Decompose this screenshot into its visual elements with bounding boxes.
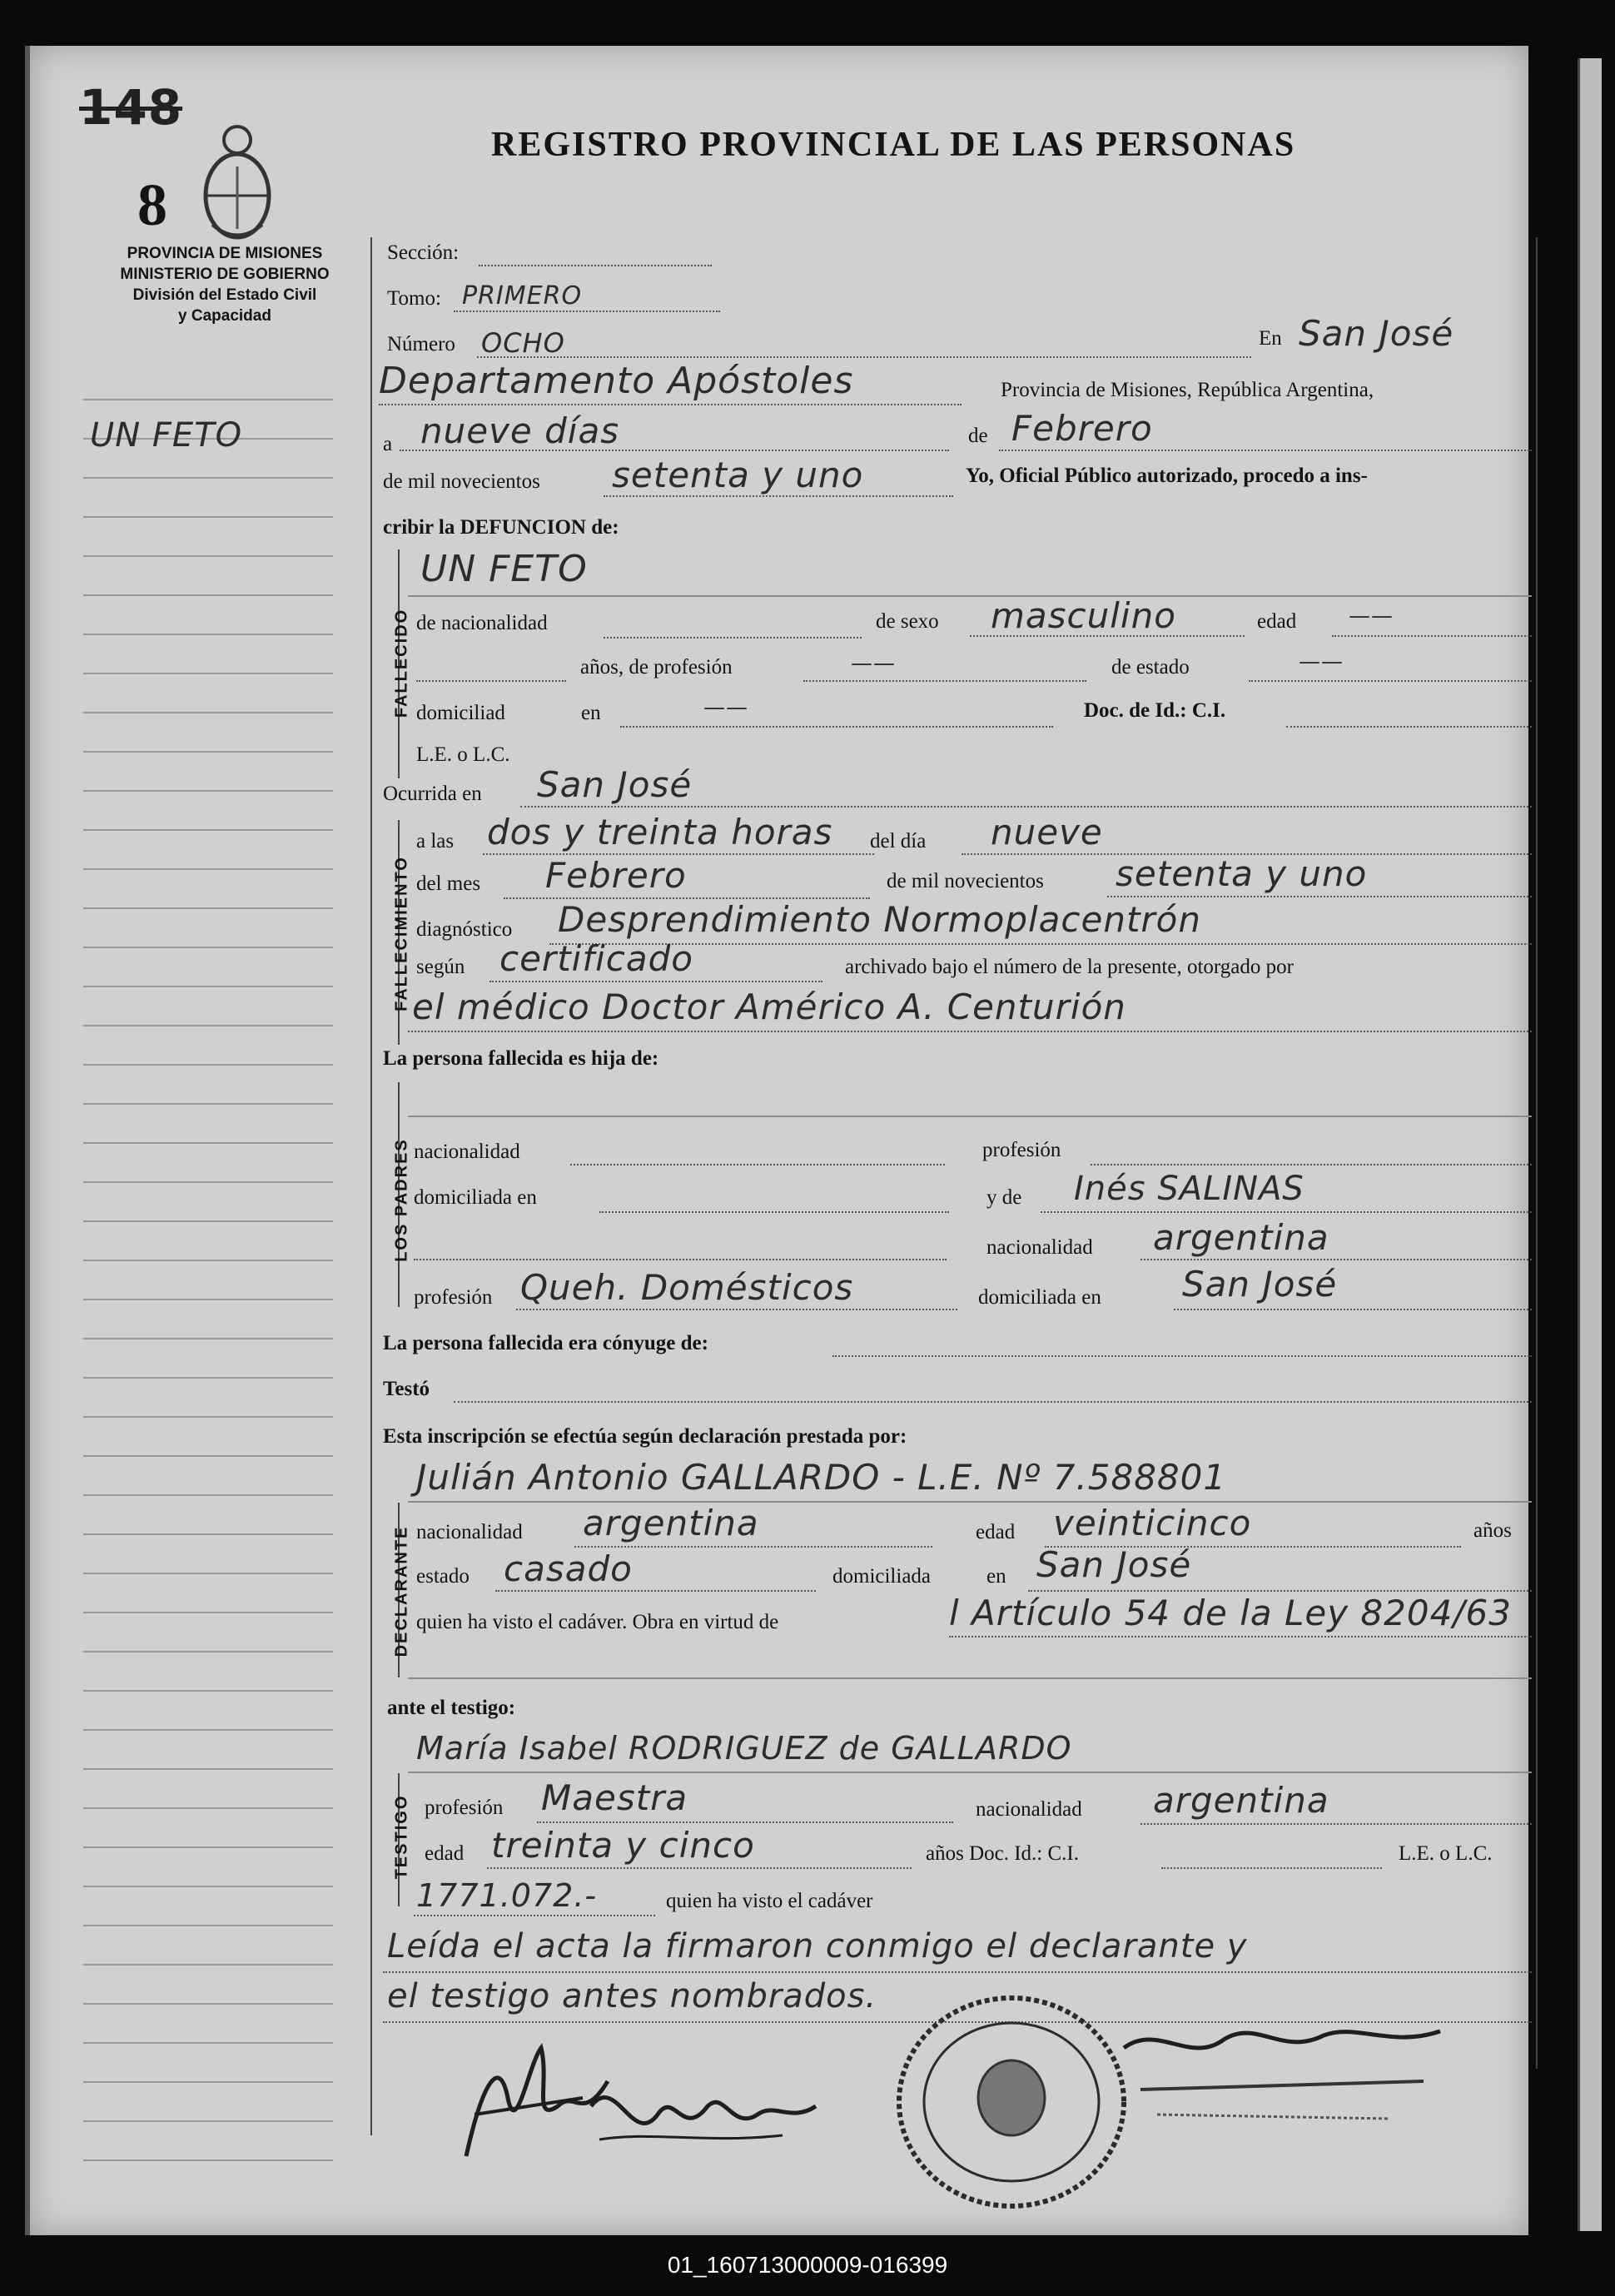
en-value: San José: [1299, 313, 1454, 354]
testigo-quien-text: quien ha visto el cadáver: [666, 1890, 873, 1912]
conyuge-text: La persona fallecida era cónyuge de:: [383, 1332, 708, 1354]
diag-value: Desprendimiento Normoplacentrón: [558, 899, 1201, 940]
sexo-value: masculino: [991, 595, 1176, 636]
padres-intro: La persona fallecida es hija de:: [383, 1047, 659, 1070]
segun-label: según: [416, 956, 465, 978]
medico-value: el médico Doctor Américo A. Centurión: [412, 986, 1126, 1027]
padres-domiciliada-line: [599, 1211, 949, 1213]
coat-of-arms-icon: [196, 117, 279, 246]
numero-label: Número: [387, 333, 455, 355]
testigo-nacionalidad-line: [1140, 1823, 1532, 1825]
declarante-en-value: San José: [1036, 1544, 1192, 1585]
madre-value: Inés SALINAS: [1074, 1170, 1304, 1208]
edad-line: [1332, 635, 1532, 637]
testigo-profesion-line: [537, 1821, 953, 1823]
declarante-nacionalidad-line: [574, 1546, 932, 1548]
oficial-text: Yo, Oficial Público autorizado, procedo a ins-: [966, 465, 1368, 487]
domicilio-en-label: en: [581, 702, 601, 724]
anos-line: [416, 680, 566, 682]
numero-value: OCHO: [481, 327, 565, 359]
doc-line: [1286, 726, 1532, 728]
domicilio-en-value: ——: [703, 695, 748, 720]
anio-label: de mil novecientos: [887, 870, 1044, 892]
testigo-doc-line: [1161, 1867, 1382, 1869]
testigo-nacionalidad-value: argentina: [1153, 1780, 1329, 1821]
org-line-1: PROVINCIA DE MISIONES: [127, 245, 323, 262]
padres-line-1: [408, 1116, 1532, 1117]
medico-line: [408, 1031, 1532, 1032]
nacionalidad-label: de nacionalidad: [416, 612, 548, 634]
estado-label: de estado: [1111, 656, 1190, 678]
inscripcion-text: Esta inscripción se efectúa según declaración prestada por:: [383, 1425, 907, 1448]
padres-profesion-line: [1091, 1164, 1532, 1165]
declarante-en-line: [1028, 1590, 1532, 1592]
padres-nacionalidad-label: nacionalidad: [414, 1141, 520, 1163]
testigo-profesion-label: profesión: [425, 1797, 504, 1819]
testigo-label: TESTIGO: [392, 1794, 411, 1880]
declarante-bottom-line: [408, 1677, 1532, 1679]
testo-line: [454, 1401, 1532, 1403]
diag-line: [549, 943, 1532, 945]
anos-label: años, de profesión: [580, 656, 733, 678]
sexo-label: de sexo: [876, 610, 939, 633]
fallecido-name-line: [408, 595, 1532, 597]
le-label: L.E. o L.C.: [416, 743, 510, 766]
provincia-text: Provincia de Misiones, República Argentina,: [1001, 379, 1374, 401]
declarante-name-line: [408, 1501, 1532, 1503]
estado-value: ——: [1299, 649, 1344, 674]
testo-text: Testó: [383, 1378, 430, 1400]
anio-line: [1107, 896, 1532, 897]
declarante-estado-value: casado: [504, 1548, 633, 1589]
departamento-value: Departamento Apóstoles: [379, 360, 854, 402]
de-label: de: [968, 425, 988, 447]
madre-line: [1041, 1211, 1532, 1213]
tomo-value: PRIMERO: [462, 281, 583, 311]
inscribir-text: cribir la DEFUNCION de:: [383, 516, 619, 539]
declarante-nacionalidad-value: argentina: [583, 1503, 759, 1543]
org-block: [79, 243, 370, 326]
declarante-articulo-value: l Artículo 54 de la Ley 8204/63: [949, 1593, 1512, 1633]
de-value: Febrero: [1011, 408, 1153, 449]
seccion-line: [479, 265, 712, 266]
padres-nacionalidad-line: [570, 1164, 945, 1165]
page-edge: [1578, 58, 1602, 2231]
declarante-quien-text: quien ha visto el cadáver. Obra en virtud de: [416, 1611, 779, 1633]
declarante-label: DECLARANTE: [392, 1525, 411, 1657]
testigo-nacionalidad-label: nacionalidad: [976, 1798, 1082, 1821]
mil-label: de mil novecientos: [383, 470, 540, 493]
testigo-ante-text: ante el testigo:: [387, 1697, 516, 1719]
image-caption: 01_160713000009-016399: [667, 2252, 948, 2278]
fallecido-name: UN FETO: [420, 548, 588, 590]
profesion-value: ——: [851, 651, 896, 676]
segun-line: [489, 981, 822, 982]
a-line: [400, 450, 949, 451]
column-divider: [370, 237, 372, 2135]
dia-value: nueve: [991, 812, 1103, 852]
mil-value: setenta y uno: [612, 455, 864, 495]
padres-domiciliada-label: domiciliada en: [414, 1186, 537, 1209]
conyuge-line: [832, 1355, 1532, 1357]
de-line: [999, 450, 1532, 451]
mes-value: Febrero: [545, 855, 687, 896]
org-line-4: y Capacidad: [178, 307, 271, 325]
ocurrida-value: San José: [537, 764, 693, 805]
ocurrida-line: [520, 806, 1532, 808]
padres-profesion2-line: [516, 1309, 957, 1310]
closing-line-1: Leída el acta la firmaron conmigo el declarante y: [387, 1927, 1248, 1966]
numero-line: [477, 356, 1251, 358]
segun-value: certificado: [499, 938, 693, 979]
testigo-edad-label: edad: [425, 1842, 465, 1865]
mes-label: del mes: [416, 872, 481, 895]
padres-nacionalidad2-value: argentina: [1153, 1217, 1329, 1258]
hora-label: a las: [416, 830, 455, 852]
padres-label: LOS PADRES: [392, 1138, 411, 1262]
a-label: a: [383, 433, 393, 455]
declarante-articulo-line: [949, 1636, 1532, 1638]
a-value: nueve días: [420, 410, 620, 451]
org-line-3: División del Estado Civil: [132, 286, 317, 304]
declarante-nacionalidad-label: nacionalidad: [416, 1521, 523, 1543]
page-number: 8: [137, 171, 167, 238]
doc-label: Doc. de Id.: C.I.: [1084, 699, 1226, 722]
diag-label: diagnóstico: [416, 918, 513, 941]
right-border: [1536, 237, 1538, 2069]
tomo-line: [454, 311, 720, 312]
en-label: En: [1259, 327, 1282, 350]
padres-profesion-label: profesión: [982, 1139, 1061, 1161]
declarante-estado-line: [495, 1590, 816, 1592]
official-stamp-icon: [887, 1985, 1136, 2219]
margin-note: UN FETO: [90, 416, 243, 455]
declarante-domiciliada-label: domiciliada: [832, 1565, 932, 1588]
sexo-line: [970, 635, 1245, 637]
testigo-doc-value: 1771.072.-: [416, 1877, 598, 1914]
org-line-2: MINISTERIO DE GOBIERNO: [120, 266, 330, 283]
page-title: REGISTRO PROVINCIAL DE LAS PERSONAS: [491, 126, 1296, 164]
declarante-estado-label: estado: [416, 1565, 470, 1588]
departamento-line: [379, 404, 962, 405]
testigo-edad-value: treinta y cinco: [491, 1825, 755, 1866]
signature-testigo: [583, 2056, 824, 2164]
padres-nacionalidad2-line: [1140, 1259, 1532, 1260]
padres-profesion2-value: Queh. Domésticos: [520, 1267, 854, 1308]
declarante-edad-label: edad: [976, 1521, 1016, 1543]
estado-line: [1249, 680, 1532, 682]
margin-ruled-lines: [83, 391, 341, 2181]
edad-label: edad: [1257, 610, 1297, 633]
dia-label: del día: [870, 830, 927, 852]
seccion-label: Sección:: [387, 241, 460, 264]
archivado-text: archivado bajo el número de la presente, otorgado por: [845, 956, 1294, 978]
domicilio-line: [620, 726, 1053, 728]
declarante-en-label: en: [986, 1565, 1006, 1588]
ocurrida-label: Ocurrida en: [383, 783, 482, 805]
padres-nacionalidad2-label: nacionalidad: [986, 1236, 1093, 1259]
testigo-name-line: [408, 1772, 1532, 1773]
profesion-line: [803, 680, 1086, 682]
closing-line-2: el testigo antes nombrados.: [387, 1977, 877, 2015]
testigo-name: María Isabel RODRIGUEZ de GALLARDO: [416, 1730, 1072, 1767]
signature-oficial: [1107, 1998, 1465, 2139]
padres-domiciliada2-line: [1174, 1309, 1532, 1310]
nacionalidad-line: [604, 637, 862, 639]
declarante-edad-value: veinticinco: [1053, 1503, 1252, 1543]
corner-number: 148: [79, 79, 183, 136]
edad-value: ——: [1349, 604, 1394, 629]
padres-domiciliada2-value: San José: [1182, 1264, 1338, 1305]
fallecido-label: FALLECIDO: [392, 608, 411, 718]
testigo-profesion-value: Maestra: [541, 1777, 688, 1818]
testigo-edad-line: [487, 1867, 912, 1869]
y-de-label: y de: [986, 1186, 1022, 1209]
padres-blank-line: [414, 1259, 947, 1260]
mil-line: [604, 495, 953, 497]
closing-line-1-rule: [383, 1971, 1532, 1973]
padres-profesion2-label: profesión: [414, 1286, 493, 1309]
anio-value: setenta y uno: [1116, 853, 1368, 894]
testigo-le-label: L.E. o L.C.: [1399, 1842, 1493, 1865]
hora-value: dos y treinta horas: [487, 812, 833, 852]
declarante-anos-label: años: [1473, 1519, 1512, 1542]
testigo-doc-value-line: [414, 1915, 655, 1916]
tomo-label: Tomo:: [387, 287, 441, 310]
testigo-doc-label: años Doc. Id.: C.I.: [926, 1842, 1079, 1865]
fallecimiento-label: FALLECIMIENTO: [392, 856, 411, 1011]
declarante-name: Julián Antonio GALLARDO - L.E. Nº 7.588801: [416, 1457, 1227, 1498]
padres-domiciliada2-label: domiciliada en: [978, 1286, 1101, 1309]
domicilio-label: domiciliad: [416, 702, 505, 724]
